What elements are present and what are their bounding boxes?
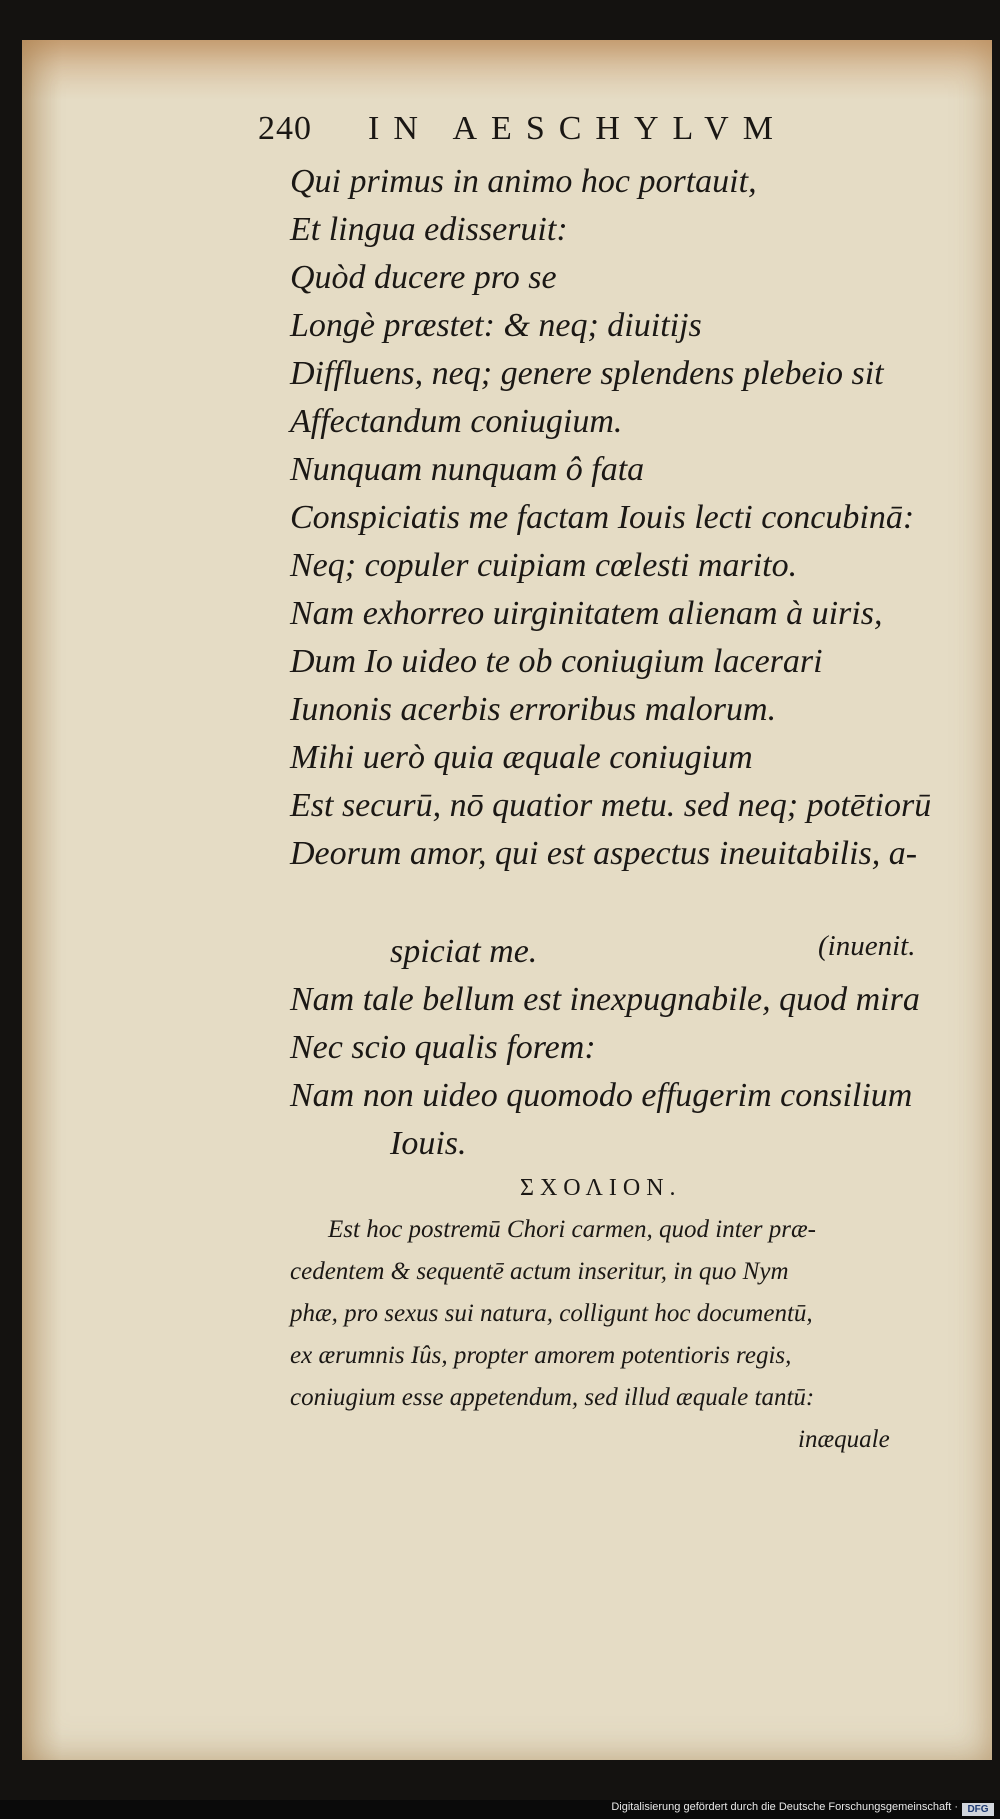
verse-line: Est securū, nō quatior metu. sed neq; potētiorū bbox=[290, 787, 932, 824]
verse-line: Nam non uideo quomodo effugerim consilium bbox=[290, 1077, 913, 1114]
page-number: 240 bbox=[258, 110, 312, 147]
verse-line: Iunonis acerbis erroribus malorum. bbox=[290, 691, 777, 728]
verse-line: Nunquam nunquam ô fata bbox=[290, 451, 645, 488]
verse-line: Iouis. bbox=[390, 1125, 467, 1162]
book-page bbox=[22, 40, 992, 1760]
scholion-heading: ΣΧΟΛΙΟΝ. bbox=[520, 1175, 682, 1201]
verse-line: Qui primus in animo hoc portauit, bbox=[290, 163, 757, 200]
scholion-line: inæquale bbox=[798, 1426, 890, 1453]
verse-line: spiciat me. bbox=[390, 933, 538, 970]
verse-tail: (inuenit. bbox=[818, 930, 916, 962]
verse-line: Affectandum coniugium. bbox=[290, 403, 623, 440]
dfg-logo-icon: DFG bbox=[962, 1803, 994, 1816]
verse-line: Dum Io uideo te ob coniugium lacerari bbox=[290, 643, 823, 680]
scholion-line: coniugium esse appetendum, sed illud æquale tantū: bbox=[290, 1384, 815, 1411]
verse-line: Diffluens, neq; genere splendens plebeio sit bbox=[290, 355, 884, 392]
digitization-credit: Digitalisierung gefördert durch die Deutsche Forschungsgemeinschaft · bbox=[611, 1801, 958, 1813]
verse-line: Nec scio qualis forem: bbox=[290, 1029, 596, 1066]
running-title: IN AESCHYLVM bbox=[368, 110, 787, 147]
verse-line: Nam tale bellum est inexpugnabile, quod mira bbox=[290, 981, 920, 1018]
verse-line: Et lingua edisseruit: bbox=[290, 211, 568, 248]
scholion-line: Est hoc postremū Chori carmen, quod inter præ- bbox=[328, 1216, 816, 1243]
scholion-line: cedentem & sequentē actum inseritur, in quo Nym bbox=[290, 1258, 789, 1285]
verse-line: Quòd ducere pro se bbox=[290, 259, 557, 296]
scholion-line: phæ, pro sexus sui natura, colligunt hoc documentū, bbox=[290, 1300, 813, 1327]
verse-line: Mihi uerò quia æquale coniugium bbox=[290, 739, 753, 776]
verse-line: Nam exhorreo uirginitatem alienam à uiris, bbox=[290, 595, 883, 632]
scholion-line: ex ærumnis Iûs, propter amorem potentioris regis, bbox=[290, 1342, 792, 1369]
verse-line: Neq; copuler cuipiam cœlesti marito. bbox=[290, 547, 798, 584]
verse-line: Conspiciatis me factam Iouis lecti concubinā: bbox=[290, 499, 915, 536]
verse-line: Longè præstet: & neq; diuitijs bbox=[290, 307, 702, 344]
running-head bbox=[258, 110, 858, 160]
verse-line: Deorum amor, qui est aspectus ineuitabilis, a- bbox=[290, 835, 918, 872]
